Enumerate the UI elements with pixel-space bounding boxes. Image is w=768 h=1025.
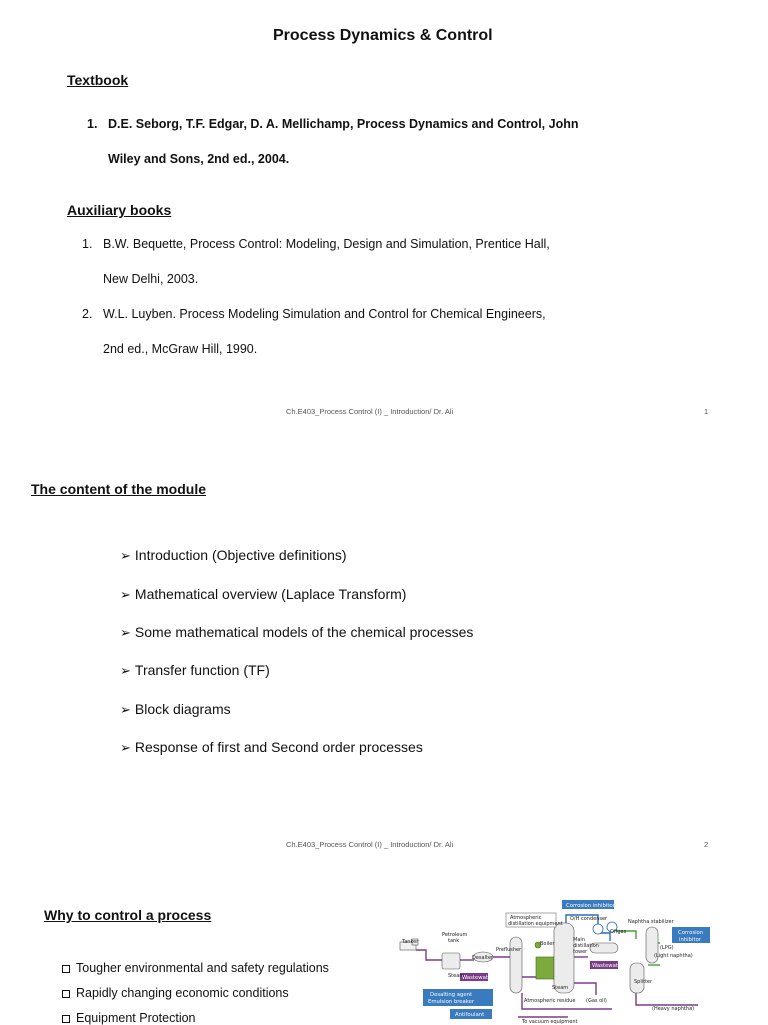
oh-condenser-label: O/H condenser <box>570 916 608 922</box>
corrosion-label: Corrosion <box>678 930 704 936</box>
heavy-naphtha-label: (Heavy naphtha) <box>652 1006 695 1012</box>
aux-book-2-line2: 2nd ed., McGraw Hill, 1990. <box>103 342 258 356</box>
arrow-bullet-icon: ➢ <box>120 587 131 602</box>
aux-book-1-line1: B.W. Bequette, Process Control: Modeling, Design and Simulation, Prentice Hall, <box>103 237 550 251</box>
slide1-footer: Ch.E403_Process Control (I) _ Introduction/ Dr. Ali <box>286 407 454 416</box>
naphtha-stabilizer-label: Naphtha stabilizer <box>628 919 674 925</box>
offgas-label: Offgas <box>610 929 627 935</box>
aux-book-2-line1: W.L. Luyben. Process Modeling Simulation and Control for Chemical Engineers, <box>103 307 546 321</box>
checkbox-bullet-icon <box>62 965 70 973</box>
main-distillation-tower-icon <box>554 923 574 993</box>
refinery-process-diagram <box>398 897 718 1024</box>
tanker-label: Tanker <box>402 939 419 945</box>
petroleum-tank-icon <box>442 953 460 969</box>
module-bullet: ➢ Some mathematical models of the chemical processes <box>120 624 474 640</box>
atmospheric-residue-label: Atmospheric residue <box>524 998 576 1004</box>
antifoulant-label: Antifoulant <box>455 1012 485 1018</box>
textbook-number: 1. <box>87 117 98 131</box>
arrow-bullet-icon: ➢ <box>120 548 131 563</box>
desalting-agent-label: Desalting agent <box>430 992 473 998</box>
checkbox-bullet-icon <box>62 990 70 998</box>
boiler-label: Boiler <box>540 941 555 947</box>
slide2-footer: Ch.E403_Process Control (I) _ Introduction/ Dr. Ali <box>286 840 454 849</box>
preflusher-label: Preflusher <box>496 947 522 953</box>
slide1-title: Process Dynamics & Control <box>273 27 493 44</box>
checkbox-bullet-icon <box>62 1015 70 1023</box>
wastewater-label-1: Wastewater <box>462 975 494 981</box>
splitter-label: Splitter <box>634 979 653 985</box>
preflusher-icon <box>510 937 522 993</box>
tank-label: tank <box>448 938 460 944</box>
desalter-label: Desalter <box>472 955 494 961</box>
slide2-page-number: 2 <box>704 840 709 849</box>
arrow-bullet-icon: ➢ <box>120 702 131 717</box>
main-label: Main <box>573 937 585 943</box>
auxiliary-heading: Auxiliary books <box>67 202 172 218</box>
textbook-line1: D.E. Seborg, T.F. Edgar, D. A. Mellichamp, Process Dynamics and Control, John <box>108 117 579 131</box>
aux-number-2: 2. <box>82 307 93 321</box>
module-bullet: ➢ Transfer function (TF) <box>120 662 270 678</box>
module-bullet: ➢ Introduction (Objective definitions) <box>120 547 347 563</box>
distillation-equipment-label: distillation equipment <box>508 921 563 927</box>
atmospheric-label: Atmospheric <box>510 915 542 921</box>
module-content-heading: The content of the module <box>31 481 206 497</box>
corrosion-inhibitor-label: Corrosion inhibitor <box>566 903 615 909</box>
light-naphtha-label: (Light naphtha) <box>654 953 693 959</box>
emulsion-breaker-label: Emulsion breaker <box>428 999 475 1005</box>
lpg-label: (LPG) <box>660 945 674 951</box>
why-bullet: Tougher environmental and safety regulations <box>62 961 329 975</box>
inhibitor-label: inhibitor <box>679 937 701 943</box>
module-bullet: ➢ Mathematical overview (Laplace Transform) <box>120 586 407 602</box>
module-bullet: ➢ Block diagrams <box>120 701 231 717</box>
steam-label-1: Steam <box>448 973 465 979</box>
arrow-bullet-icon: ➢ <box>120 663 131 678</box>
splitter-icon <box>630 963 644 993</box>
why-control-heading: Why to control a process <box>44 907 212 923</box>
aux-number-1: 1. <box>82 237 93 251</box>
arrow-bullet-icon: ➢ <box>120 625 131 640</box>
slide1-page-number: 1 <box>704 407 709 416</box>
textbook-heading: Textbook <box>67 72 129 88</box>
aux-book-1-line2: New Delhi, 2003. <box>103 272 199 286</box>
wastewater-label-2: Wastewater <box>592 963 624 969</box>
petroleum-label: Petroleum <box>442 932 468 938</box>
condenser-icon <box>593 924 603 934</box>
vacuum-equipment-label: To vacuum equipment <box>522 1019 578 1024</box>
why-bullet: Equipment Protection <box>62 1011 196 1025</box>
module-bullet: ➢ Response of first and Second order processes <box>120 739 423 755</box>
why-bullet: Rapidly changing economic conditions <box>62 986 289 1000</box>
textbook-line2: Wiley and Sons, 2nd ed., 2004. <box>108 152 290 166</box>
distillation-label: distillation <box>573 943 599 949</box>
tower-label: tower <box>573 949 588 955</box>
steam-label-2: Steam <box>552 985 569 991</box>
arrow-bullet-icon: ➢ <box>120 740 131 755</box>
gas-oil-label: (Gas oil) <box>586 998 607 1004</box>
